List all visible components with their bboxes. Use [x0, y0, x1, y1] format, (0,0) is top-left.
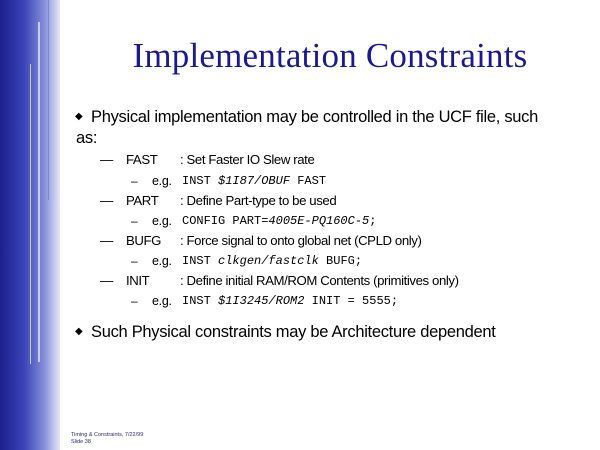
dash: —	[100, 193, 113, 208]
code-part: INST	[182, 174, 219, 188]
code-part: INST	[182, 254, 219, 268]
code-part: INIT = 5555;	[304, 294, 399, 308]
code-example	[182, 294, 398, 308]
code-part: CONFIG PART=	[182, 214, 269, 228]
constraint-key: PART	[126, 193, 159, 208]
code-part: INST	[182, 294, 219, 308]
code-part: clkgen/fastclk	[218, 254, 319, 268]
constraint-key: INIT	[126, 273, 150, 288]
code-part: FAST	[290, 174, 327, 188]
dash: —	[100, 273, 113, 288]
code-example	[182, 254, 362, 268]
eg-label: e.g.	[152, 254, 172, 268]
dash: —	[100, 152, 113, 167]
dash: —	[100, 233, 113, 248]
constraint-desc: : Define Part-type to be used	[180, 193, 337, 208]
code-part: $1I3245/ROM2	[218, 294, 305, 308]
footer-slide-number: Slide 38	[71, 439, 91, 445]
constraint-key: BUFG	[126, 233, 162, 248]
decorative-line	[48, 0, 49, 200]
code-example	[182, 174, 326, 188]
footer-caption: Timing & Constraints, 7/22/99	[71, 432, 144, 438]
code-part: $1I87/OBUF	[218, 174, 291, 188]
constraint-desc: : Define initial RAM/ROM Contents (primitives only)	[180, 273, 459, 288]
bullet-text: Physical implementation may be controlled in the UCF file, such	[91, 108, 538, 126]
decorative-line	[30, 64, 31, 364]
bullet-icon: ◆	[75, 326, 83, 337]
code-part: ;	[369, 214, 377, 228]
bullet-text: Such Physical constraints may be Architecture dependent	[91, 323, 496, 341]
subdash: –	[131, 214, 138, 228]
eg-label: e.g.	[152, 294, 172, 308]
subdash: –	[131, 294, 138, 308]
code-part: 4005E-PQ160C-5	[268, 214, 370, 228]
subdash: –	[131, 174, 138, 188]
bullet-text-continued: as:	[76, 129, 98, 147]
eg-label: e.g.	[152, 214, 172, 228]
slide-title: Implementation Constraints	[132, 36, 528, 75]
constraint-desc: : Set Faster IO Slew rate	[180, 152, 315, 167]
constraint-key: FAST	[126, 152, 158, 167]
code-example	[182, 214, 376, 228]
bullet-icon: ◆	[75, 111, 83, 122]
eg-label: e.g.	[152, 174, 172, 188]
decorative-line	[38, 22, 40, 362]
code-part: BUFG;	[318, 254, 363, 268]
constraint-desc: : Force signal to onto global net (CPLD only)	[180, 233, 422, 248]
subdash: –	[131, 254, 138, 268]
